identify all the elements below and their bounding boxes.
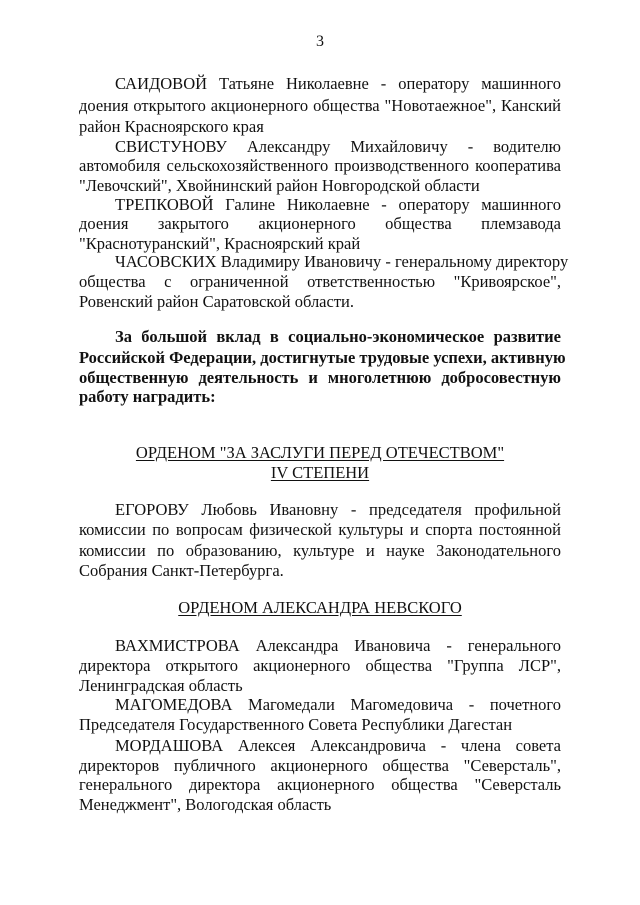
page-number: 3 (316, 33, 324, 50)
order-fatherland-title: ОРДЕНОМ "ЗА ЗАСЛУГИ ПЕРЕД ОТЕЧЕСТВОМ" (135, 443, 505, 462)
awardee-chasovskikh-line-3: Ровенский район Саратовской области. (79, 292, 354, 311)
awardee-mordashov-line-1: МОРДАШОВА Алексея Александровича - члена совета (115, 736, 561, 755)
order-nevsky-title: ОРДЕНОМ АЛЕКСАНДРА НЕВСКОГО (178, 598, 462, 617)
awardee-chasovskikh-line-2: общества с ограниченной ответственностью "Кривоярское", (79, 272, 561, 291)
awardee-magomedov-line-1: МАГОМЕДОВА Магомедали Магомедовича - почетного (115, 695, 561, 714)
awardee-svistunov-line-3: "Левочский", Хвойнинский район Новгородской области (79, 176, 480, 195)
awardee-saidova-line-1: САИДОВОЙ Татьяне Николаевне - оператору машинного (115, 74, 561, 93)
awardee-mordashov-line-4: Менеджмент", Вологодская область (79, 795, 332, 814)
decree-line-1: За большой вклад в социально-экономическое развитие (115, 327, 561, 346)
decree-line-2: Российской Федерации, достигнутые трудовые успехи, активную (79, 348, 566, 367)
order-fatherland-degree: IV СТЕПЕНИ (270, 463, 370, 482)
awardee-egorova-line-3: комиссии по образованию, культуре и науке Законодательного (79, 541, 561, 560)
awardee-egorova-line-1: ЕГОРОВУ Любовь Ивановну - председателя профильной (115, 500, 561, 519)
awardee-vakhmistrov-line-3: Ленинградская область (79, 676, 243, 695)
awardee-trepkova-line-1: ТРЕПКОВОЙ Галине Николаевне - оператору машинного (115, 195, 561, 214)
awardee-svistunov-line-1: СВИСТУНОВУ Александру Михайловичу - водителю (115, 137, 561, 156)
awardee-trepkova-line-3: "Краснотуранский", Красноярский край (79, 234, 361, 253)
decree-line-4: работу наградить: (79, 387, 216, 406)
awardee-vakhmistrov-line-1: ВАХМИСТРОВА Александра Ивановича - генерального (115, 636, 561, 655)
awardee-saidova-line-2: доения открытого акционерного общества "Новотаежное", Канский (79, 96, 561, 115)
awardee-magomedov-line-2: Председателя Государственного Совета Республики Дагестан (79, 715, 513, 734)
decree-line-3: общественную деятельность и многолетнюю добросовестную (79, 368, 561, 387)
awardee-chasovskikh-line-1: ЧАСОВСКИХ Владимиру Ивановичу - генеральному директору (115, 252, 569, 271)
awardee-saidova-line-3: район Красноярского края (79, 117, 264, 136)
awardee-egorova-line-2: комиссии по вопросам физической культуры и спорта постоянной (79, 520, 561, 539)
awardee-svistunov-line-2: автомобиля сельскохозяйственного производственного кооператива (79, 156, 561, 175)
awardee-mordashov-line-3: генерального директора акционерного общества "Северсталь (79, 775, 561, 794)
awardee-trepkova-line-2: доения закрытого акционерного общества племзавода (79, 214, 561, 233)
awardee-egorova-line-4: Собрания Санкт-Петербурга. (79, 561, 284, 580)
awardee-vakhmistrov-line-2: директора открытого акционерного общества "Группа ЛСР", (79, 656, 561, 675)
awardee-mordashov-line-2: директоров публичного акционерного общества "Северсталь", (79, 756, 561, 775)
